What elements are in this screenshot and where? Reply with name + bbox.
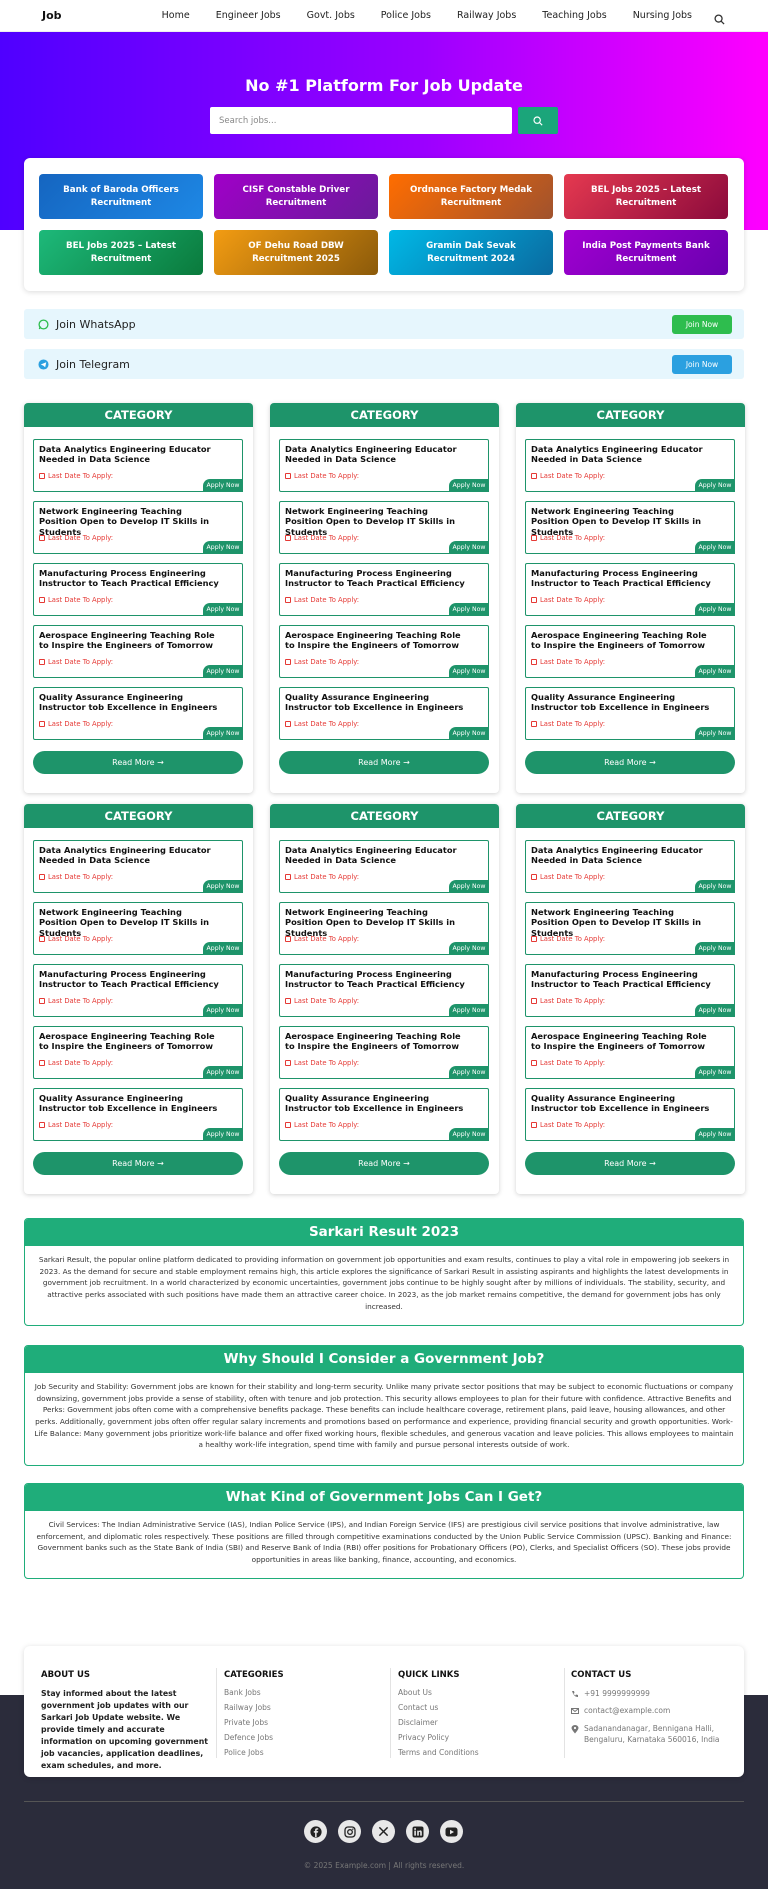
last-date (285, 935, 359, 943)
read-more-button[interactable]: Read More → (33, 1152, 243, 1175)
last-date-label: Last Date To Apply: (540, 997, 606, 1005)
last-date (531, 596, 605, 604)
last-date-label: Last Date To Apply: (48, 720, 114, 728)
calendar-icon (285, 721, 291, 727)
x-icon[interactable] (372, 1820, 395, 1843)
nav-item-home[interactable]: Home (161, 10, 190, 21)
last-date-label: Last Date To Apply: (540, 472, 606, 480)
job-post-card[interactable] (279, 902, 489, 955)
job-post-card[interactable] (33, 1088, 243, 1141)
category-title: CATEGORY (24, 403, 253, 427)
calendar-icon (531, 535, 537, 541)
job-post-title[interactable]: Manufacturing Process Engineering Instructor to Teach Practical Efficiency (285, 969, 465, 990)
last-date (39, 658, 113, 666)
footer-card (24, 1646, 744, 1777)
calendar-icon (531, 998, 537, 1004)
job-post-title[interactable]: Aerospace Engineering Teaching Role to Inspire the Engineers of Tomorrow (39, 630, 215, 651)
apply-now-button[interactable]: Apply Now (203, 1128, 243, 1141)
apply-now-button[interactable]: Apply Now (695, 1066, 735, 1079)
info-section-kind-of-jobs (24, 1483, 744, 1579)
last-date (531, 534, 605, 542)
calendar-icon (39, 535, 45, 541)
job-post-card[interactable] (279, 625, 489, 678)
job-post-card[interactable] (525, 1088, 735, 1141)
apply-now-button[interactable]: Apply Now (449, 541, 489, 554)
job-post-title[interactable]: Aerospace Engineering Teaching Role to Inspire the Engineers of Tomorrow (531, 630, 707, 651)
last-date-label: Last Date To Apply: (294, 1059, 360, 1067)
last-date-label: Last Date To Apply: (48, 472, 114, 480)
read-more-button[interactable]: Read More → (525, 1152, 735, 1175)
job-post-card[interactable] (525, 964, 735, 1017)
info-section-sarkari-result (24, 1218, 744, 1326)
email-icon (571, 1707, 579, 1715)
job-post-title[interactable]: Network Engineering Teaching Position Open to Develop IT Skills in Students (285, 907, 455, 938)
info-section-why-government-job (24, 1345, 744, 1466)
whatsapp-label: Join WhatsApp (56, 317, 136, 331)
last-date-label: Last Date To Apply: (540, 1059, 606, 1067)
divider (564, 1668, 565, 1758)
job-post-card[interactable] (279, 840, 489, 893)
apply-now-button[interactable]: Apply Now (695, 603, 735, 616)
category-column (24, 804, 253, 1194)
last-date-label: Last Date To Apply: (540, 596, 606, 604)
last-date (285, 596, 359, 604)
nav-item-teaching-jobs[interactable]: Teaching Jobs (542, 10, 607, 21)
job-post-card[interactable] (33, 501, 243, 554)
calendar-icon (531, 936, 537, 942)
apply-now-button[interactable]: Apply Now (203, 1066, 243, 1079)
category-title: CATEGORY (270, 403, 499, 427)
calendar-icon (285, 1060, 291, 1066)
job-post-title[interactable]: Quality Assurance Engineering Instructor tob Excellence in Engineers (39, 1093, 218, 1114)
apply-now-button[interactable]: Apply Now (695, 665, 735, 678)
calendar-icon (39, 721, 45, 727)
job-post-card[interactable] (279, 1026, 489, 1079)
search-icon[interactable] (714, 10, 726, 22)
last-date-label: Last Date To Apply: (294, 534, 360, 542)
calendar-icon (285, 874, 291, 880)
last-date-label: Last Date To Apply: (48, 935, 114, 943)
whatsapp-icon (38, 319, 49, 330)
apply-now-button[interactable]: Apply Now (203, 1004, 243, 1017)
featured-jobs-card (24, 158, 744, 291)
apply-now-button[interactable]: Apply Now (695, 880, 735, 893)
last-date (531, 472, 605, 480)
apply-now-button[interactable]: Apply Now (449, 727, 489, 740)
job-post-card[interactable] (279, 501, 489, 554)
last-date (39, 472, 113, 480)
last-date (285, 472, 359, 480)
job-post-title[interactable]: Network Engineering Teaching Position Open to Develop IT Skills in Students (39, 907, 209, 938)
search-button[interactable] (518, 107, 558, 134)
telegram-icon (38, 359, 49, 370)
last-date (531, 1121, 605, 1129)
last-date (39, 873, 113, 881)
calendar-icon (39, 1122, 45, 1128)
category-column (270, 403, 499, 793)
job-post-title[interactable]: Manufacturing Process Engineering Instructor to Teach Practical Efficiency (285, 568, 465, 589)
apply-now-button[interactable]: Apply Now (203, 603, 243, 616)
footer-link[interactable]: Railway Jobs (224, 1703, 271, 1712)
footer-heading: QUICK LINKS (398, 1670, 460, 1680)
facebook-icon[interactable] (304, 1820, 327, 1843)
last-date (531, 720, 605, 728)
apply-now-button[interactable]: Apply Now (695, 727, 735, 740)
apply-now-button[interactable]: Apply Now (203, 479, 243, 492)
nav-menu (136, 10, 692, 21)
last-date-label: Last Date To Apply: (294, 720, 360, 728)
apply-now-button[interactable]: Apply Now (203, 541, 243, 554)
last-date-label: Last Date To Apply: (540, 658, 606, 666)
footer-link[interactable]: About Us (398, 1688, 432, 1697)
apply-now-button[interactable]: Apply Now (449, 665, 489, 678)
last-date (531, 935, 605, 943)
top-navbar (0, 0, 768, 32)
footer-address (571, 1723, 731, 1746)
footer-link[interactable]: Private Jobs (224, 1718, 269, 1727)
job-post-title[interactable]: Data Analytics Engineering Educator Needed in Data Science (39, 444, 211, 465)
last-date-label: Last Date To Apply: (48, 596, 114, 604)
youtube-icon[interactable] (440, 1820, 463, 1843)
calendar-icon (39, 659, 45, 665)
last-date-label: Last Date To Apply: (540, 720, 606, 728)
last-date-label: Last Date To Apply: (294, 658, 360, 666)
copyright-text: © 2025 Example.com | All rights reserved. (303, 1861, 465, 1870)
section-text: Civil Services: The Indian Administrative Service (IAS), Indian Police Service (IPS), and Indian Foreign Service (IFS) are prestigious civil service positions that involve administrative, law enforcement, and diplomatic roles respectively. These positions are filled through competitive examinations conducted by the Union Public Service Commission (UPSC). Banking and Finance: Government banks such as the State Bank of India (SBI) and Reserve Bank of India (RBI) offer positions for Probationary Officers (PO), Clerks, and Specialist Officers (SO). These jobs provide opportunities in areas like banking, finance, accounting, and economics. (36, 1520, 732, 1565)
featured-job-button[interactable]: BEL Jobs 2025 – Latest Recruitment (564, 174, 728, 219)
nav-item-engineer-jobs[interactable]: Engineer Jobs (215, 10, 281, 21)
apply-now-button[interactable]: Apply Now (449, 1128, 489, 1141)
telegram-bar (24, 349, 744, 379)
last-date (531, 873, 605, 881)
footer-contact (571, 1670, 731, 1751)
read-more-button[interactable]: Read More → (525, 751, 735, 774)
last-date-label: Last Date To Apply: (48, 534, 114, 542)
job-post-title[interactable]: Aerospace Engineering Teaching Role to Inspire the Engineers of Tomorrow (285, 1031, 461, 1052)
footer-link[interactable]: Terms and Conditions (398, 1748, 479, 1757)
apply-now-button[interactable]: Apply Now (695, 541, 735, 554)
footer-phone[interactable] (571, 1688, 731, 1699)
footer-divider (24, 1801, 744, 1802)
apply-now-button[interactable]: Apply Now (449, 942, 489, 955)
last-date (285, 720, 359, 728)
job-post-title[interactable]: Data Analytics Engineering Educator Needed in Data Science (531, 845, 703, 866)
featured-job-button[interactable]: India Post Payments Bank Recruitment (564, 230, 728, 275)
phone-icon (571, 1690, 579, 1698)
calendar-icon (531, 1060, 537, 1066)
job-post-card[interactable] (525, 687, 735, 740)
last-date (285, 1121, 359, 1129)
calendar-icon (531, 721, 537, 727)
job-post-card[interactable] (33, 687, 243, 740)
featured-job-button[interactable]: Bank of Baroda Officers Recruitment (39, 174, 203, 219)
calendar-icon (285, 1122, 291, 1128)
footer-heading: CATEGORIES (224, 1670, 284, 1680)
last-date-label: Last Date To Apply: (540, 1121, 606, 1129)
job-post-card[interactable] (279, 563, 489, 616)
job-post-title[interactable]: Quality Assurance Engineering Instructor tob Excellence in Engineers (285, 1093, 464, 1114)
job-post-title[interactable]: Network Engineering Teaching Position Open to Develop IT Skills in Students (531, 907, 701, 938)
footer-phone-text: +91 9999999999 (584, 1689, 650, 1698)
job-post-card[interactable] (33, 563, 243, 616)
footer-link[interactable]: Privacy Policy (398, 1733, 450, 1742)
category-column (270, 804, 499, 1194)
job-post-card[interactable] (33, 439, 243, 492)
job-post-card[interactable] (33, 902, 243, 955)
last-date-label: Last Date To Apply: (294, 935, 360, 943)
telegram-label: Join Telegram (56, 357, 130, 371)
job-post-card[interactable] (525, 902, 735, 955)
join-telegram-button[interactable]: Join Now (672, 355, 732, 374)
nav-item-nursing-jobs[interactable]: Nursing Jobs (632, 10, 692, 21)
nav-item-govt-jobs[interactable]: Govt. Jobs (306, 10, 355, 21)
job-post-title[interactable]: Data Analytics Engineering Educator Needed in Data Science (285, 444, 457, 465)
job-post-title[interactable]: Quality Assurance Engineering Instructor tob Excellence in Engineers (285, 692, 464, 713)
job-post-title[interactable]: Quality Assurance Engineering Instructor tob Excellence in Engineers (531, 1093, 710, 1114)
job-post-card[interactable] (33, 625, 243, 678)
job-post-title[interactable]: Aerospace Engineering Teaching Role to Inspire the Engineers of Tomorrow (39, 1031, 215, 1052)
last-date-label: Last Date To Apply: (294, 472, 360, 480)
calendar-icon (285, 473, 291, 479)
apply-now-button[interactable]: Apply Now (449, 603, 489, 616)
footer-link[interactable]: Bank Jobs (224, 1688, 261, 1697)
footer-address-text: Sadanandanagar, Bennigana Halli, Bengaluru, Karnataka 560016, India (584, 1723, 720, 1744)
job-post-title[interactable]: Aerospace Engineering Teaching Role to Inspire the Engineers of Tomorrow (531, 1031, 707, 1052)
job-post-card[interactable] (33, 840, 243, 893)
job-post-card[interactable] (525, 439, 735, 492)
divider (390, 1668, 391, 1758)
featured-job-button[interactable]: Gramin Dak Sevak Recruitment 2024 (389, 230, 553, 275)
section-title: Sarkari Result 2023 (25, 1219, 743, 1246)
calendar-icon (531, 597, 537, 603)
job-post-title[interactable]: Network Engineering Teaching Position Open to Develop IT Skills in Students (285, 506, 455, 537)
job-post-title[interactable]: Data Analytics Engineering Educator Needed in Data Science (531, 444, 703, 465)
category-column (516, 403, 745, 793)
category-title: CATEGORY (24, 804, 253, 828)
last-date-label: Last Date To Apply: (294, 596, 360, 604)
last-date-label: Last Date To Apply: (294, 1121, 360, 1129)
apply-now-button[interactable]: Apply Now (203, 665, 243, 678)
search-icon (533, 116, 543, 126)
job-post-card[interactable] (33, 1026, 243, 1079)
last-date (531, 1059, 605, 1067)
section-title: What Kind of Government Jobs Can I Get? (25, 1484, 743, 1511)
calendar-icon (531, 659, 537, 665)
calendar-icon (531, 1122, 537, 1128)
apply-now-button[interactable]: Apply Now (695, 1004, 735, 1017)
calendar-icon (39, 936, 45, 942)
last-date-label: Last Date To Apply: (48, 997, 114, 1005)
last-date (531, 658, 605, 666)
job-post-card[interactable] (525, 563, 735, 616)
calendar-icon (39, 473, 45, 479)
last-date (39, 596, 113, 604)
footer-email-text: contact@example.com (584, 1706, 671, 1716)
job-post-card[interactable] (279, 439, 489, 492)
footer-heading: CONTACT US (571, 1670, 632, 1680)
footer-link[interactable]: Contact us (398, 1703, 439, 1712)
featured-job-button[interactable]: CISF Constable Driver Recruitment (214, 174, 378, 219)
last-date (39, 1121, 113, 1129)
job-post-card[interactable] (525, 1026, 735, 1079)
job-post-title[interactable]: Network Engineering Teaching Position Open to Develop IT Skills in Students (531, 506, 701, 537)
job-post-card[interactable] (525, 840, 735, 893)
job-post-card[interactable] (279, 687, 489, 740)
last-date (39, 534, 113, 542)
last-date-label: Last Date To Apply: (540, 873, 606, 881)
footer-link[interactable]: Police Jobs (224, 1748, 264, 1757)
calendar-icon (285, 659, 291, 665)
category-title: CATEGORY (516, 804, 745, 828)
instagram-icon[interactable] (338, 1820, 361, 1843)
footer-link[interactable]: Disclaimer (398, 1718, 438, 1727)
last-date (39, 935, 113, 943)
last-date (285, 658, 359, 666)
job-post-card[interactable] (525, 625, 735, 678)
category-title: CATEGORY (516, 403, 745, 427)
last-date-label: Last Date To Apply: (48, 1121, 114, 1129)
read-more-button[interactable]: Read More → (279, 751, 489, 774)
site-logo[interactable]: Job (42, 9, 62, 22)
footer-link[interactable]: Defence Jobs (224, 1733, 273, 1742)
apply-now-button[interactable]: Apply Now (449, 1066, 489, 1079)
last-date (285, 534, 359, 542)
job-post-title[interactable]: Quality Assurance Engineering Instructor tob Excellence in Engineers (39, 692, 218, 713)
last-date (531, 997, 605, 1005)
apply-now-button[interactable]: Apply Now (449, 1004, 489, 1017)
footer-categories (224, 1670, 284, 1763)
category-column (24, 403, 253, 793)
job-post-title[interactable]: Manufacturing Process Engineering Instructor to Teach Practical Efficiency (39, 969, 219, 990)
apply-now-button[interactable]: Apply Now (449, 880, 489, 893)
calendar-icon (531, 473, 537, 479)
job-post-card[interactable] (33, 964, 243, 1017)
calendar-icon (285, 535, 291, 541)
job-post-title[interactable]: Manufacturing Process Engineering Instructor to Teach Practical Efficiency (531, 969, 711, 990)
apply-now-button[interactable]: Apply Now (695, 942, 735, 955)
section-text: Sarkari Result, the popular online platform dedicated to providing information on government job opportunities and exam results, continues to play a vital role in empowering job seekers in 2023. As the demand for secure and stable employment remains high, this article explores the significance of Sarkari Result in assisting aspirants and highlights the latest developments in government job recruitment. In a world characterized by economic uncertainties, government jobs continue to be highly sought after by millions of individuals. The stability, security, and attractive perks associated with such positions have made them an attractive career choice. In 2023, as the job market remains competitive, the demand for government jobs has only increased. (38, 1255, 730, 1311)
job-post-title[interactable]: Data Analytics Engineering Educator Needed in Data Science (39, 845, 211, 866)
nav-item-police-jobs[interactable]: Police Jobs (380, 10, 431, 21)
last-date-label: Last Date To Apply: (48, 873, 114, 881)
last-date (285, 997, 359, 1005)
job-post-title[interactable]: Manufacturing Process Engineering Instructor to Teach Practical Efficiency (531, 568, 711, 589)
last-date-label: Last Date To Apply: (540, 534, 606, 542)
job-post-title[interactable]: Network Engineering Teaching Position Open to Develop IT Skills in Students (39, 506, 209, 537)
footer-heading: ABOUT US (41, 1670, 90, 1680)
apply-now-button[interactable]: Apply Now (449, 479, 489, 492)
section-text: Job Security and Stability: Government jobs are known for their stability and long-term security. Unlike many private sector positions that may be subject to economic fluctuations or company downsizing, government jobs provide a sense of stability, often with tenure and job protection. This security allows employees to plan for their future with confidence. Attractive Benefits and Perks: Government jobs often come with a comprehensive benefits package. These benefits can include healthcare coverage, retirement plans, paid leave, housing allowances, and other perks. Additionally, government jobs often offer regular salary increments and promotions based on performance and experience, providing financial security and growth opportunities. Work-Life Balance: Many government jobs prioritize work-life balance and offer fixed working hours, flexible schedules, and generous vacation and leave policies. This allows employees to maintain a healthy work-life integration, spend time with family and pursue personal interests outside of work. (34, 1382, 734, 1450)
footer-about-text: Stay informed about the latest government job updates with our Sarkari Job Update website. We provide timely and accurate information on upcoming government job vacancies, application deadlines, exam schedules, and more. (41, 1689, 208, 1771)
read-more-button[interactable]: Read More → (279, 1152, 489, 1175)
calendar-icon (39, 1060, 45, 1066)
job-post-title[interactable]: Data Analytics Engineering Educator Needed in Data Science (285, 845, 457, 866)
footer-quick-links (398, 1670, 479, 1763)
read-more-button[interactable]: Read More → (33, 751, 243, 774)
job-post-card[interactable] (525, 501, 735, 554)
apply-now-button[interactable]: Apply Now (203, 880, 243, 893)
calendar-icon (39, 998, 45, 1004)
apply-now-button[interactable]: Apply Now (695, 1128, 735, 1141)
calendar-icon (531, 874, 537, 880)
last-date (285, 873, 359, 881)
calendar-icon (285, 597, 291, 603)
job-post-card[interactable] (279, 1088, 489, 1141)
last-date (39, 720, 113, 728)
apply-now-button[interactable]: Apply Now (695, 479, 735, 492)
nav-item-railway-jobs[interactable]: Railway Jobs (456, 10, 517, 21)
calendar-icon (39, 597, 45, 603)
last-date-label: Last Date To Apply: (48, 1059, 114, 1067)
calendar-icon (285, 998, 291, 1004)
featured-job-button[interactable]: Ordnance Factory Medak Recruitment (389, 174, 553, 219)
job-post-title[interactable]: Aerospace Engineering Teaching Role to Inspire the Engineers of Tomorrow (285, 630, 461, 651)
section-title: Why Should I Consider a Government Job? (25, 1346, 743, 1373)
featured-job-button[interactable]: OF Dehu Road DBW Recruitment 2025 (214, 230, 378, 275)
apply-now-button[interactable]: Apply Now (203, 942, 243, 955)
footer-email[interactable] (571, 1705, 731, 1716)
category-title: CATEGORY (270, 804, 499, 828)
linkedin-icon[interactable] (406, 1820, 429, 1843)
category-column (516, 804, 745, 1194)
location-icon (571, 1725, 579, 1733)
calendar-icon (285, 936, 291, 942)
join-whatsapp-button[interactable]: Join Now (672, 315, 732, 334)
last-date-label: Last Date To Apply: (294, 873, 360, 881)
whatsapp-bar (24, 309, 744, 339)
last-date (39, 1059, 113, 1067)
last-date-label: Last Date To Apply: (48, 658, 114, 666)
last-date (285, 1059, 359, 1067)
search-input[interactable]: Search jobs... (210, 107, 512, 134)
featured-job-button[interactable]: BEL Jobs 2025 – Latest Recruitment (39, 230, 203, 275)
footer-about (41, 1670, 209, 1773)
last-date (39, 997, 113, 1005)
divider (216, 1668, 217, 1758)
last-date-label: Last Date To Apply: (540, 935, 606, 943)
job-post-title[interactable]: Manufacturing Process Engineering Instructor to Teach Practical Efficiency (39, 568, 219, 589)
hero-title: No #1 Platform For Job Update (245, 76, 523, 95)
last-date-label: Last Date To Apply: (294, 997, 360, 1005)
calendar-icon (39, 874, 45, 880)
apply-now-button[interactable]: Apply Now (203, 727, 243, 740)
job-post-card[interactable] (279, 964, 489, 1017)
job-post-title[interactable]: Quality Assurance Engineering Instructor tob Excellence in Engineers (531, 692, 710, 713)
